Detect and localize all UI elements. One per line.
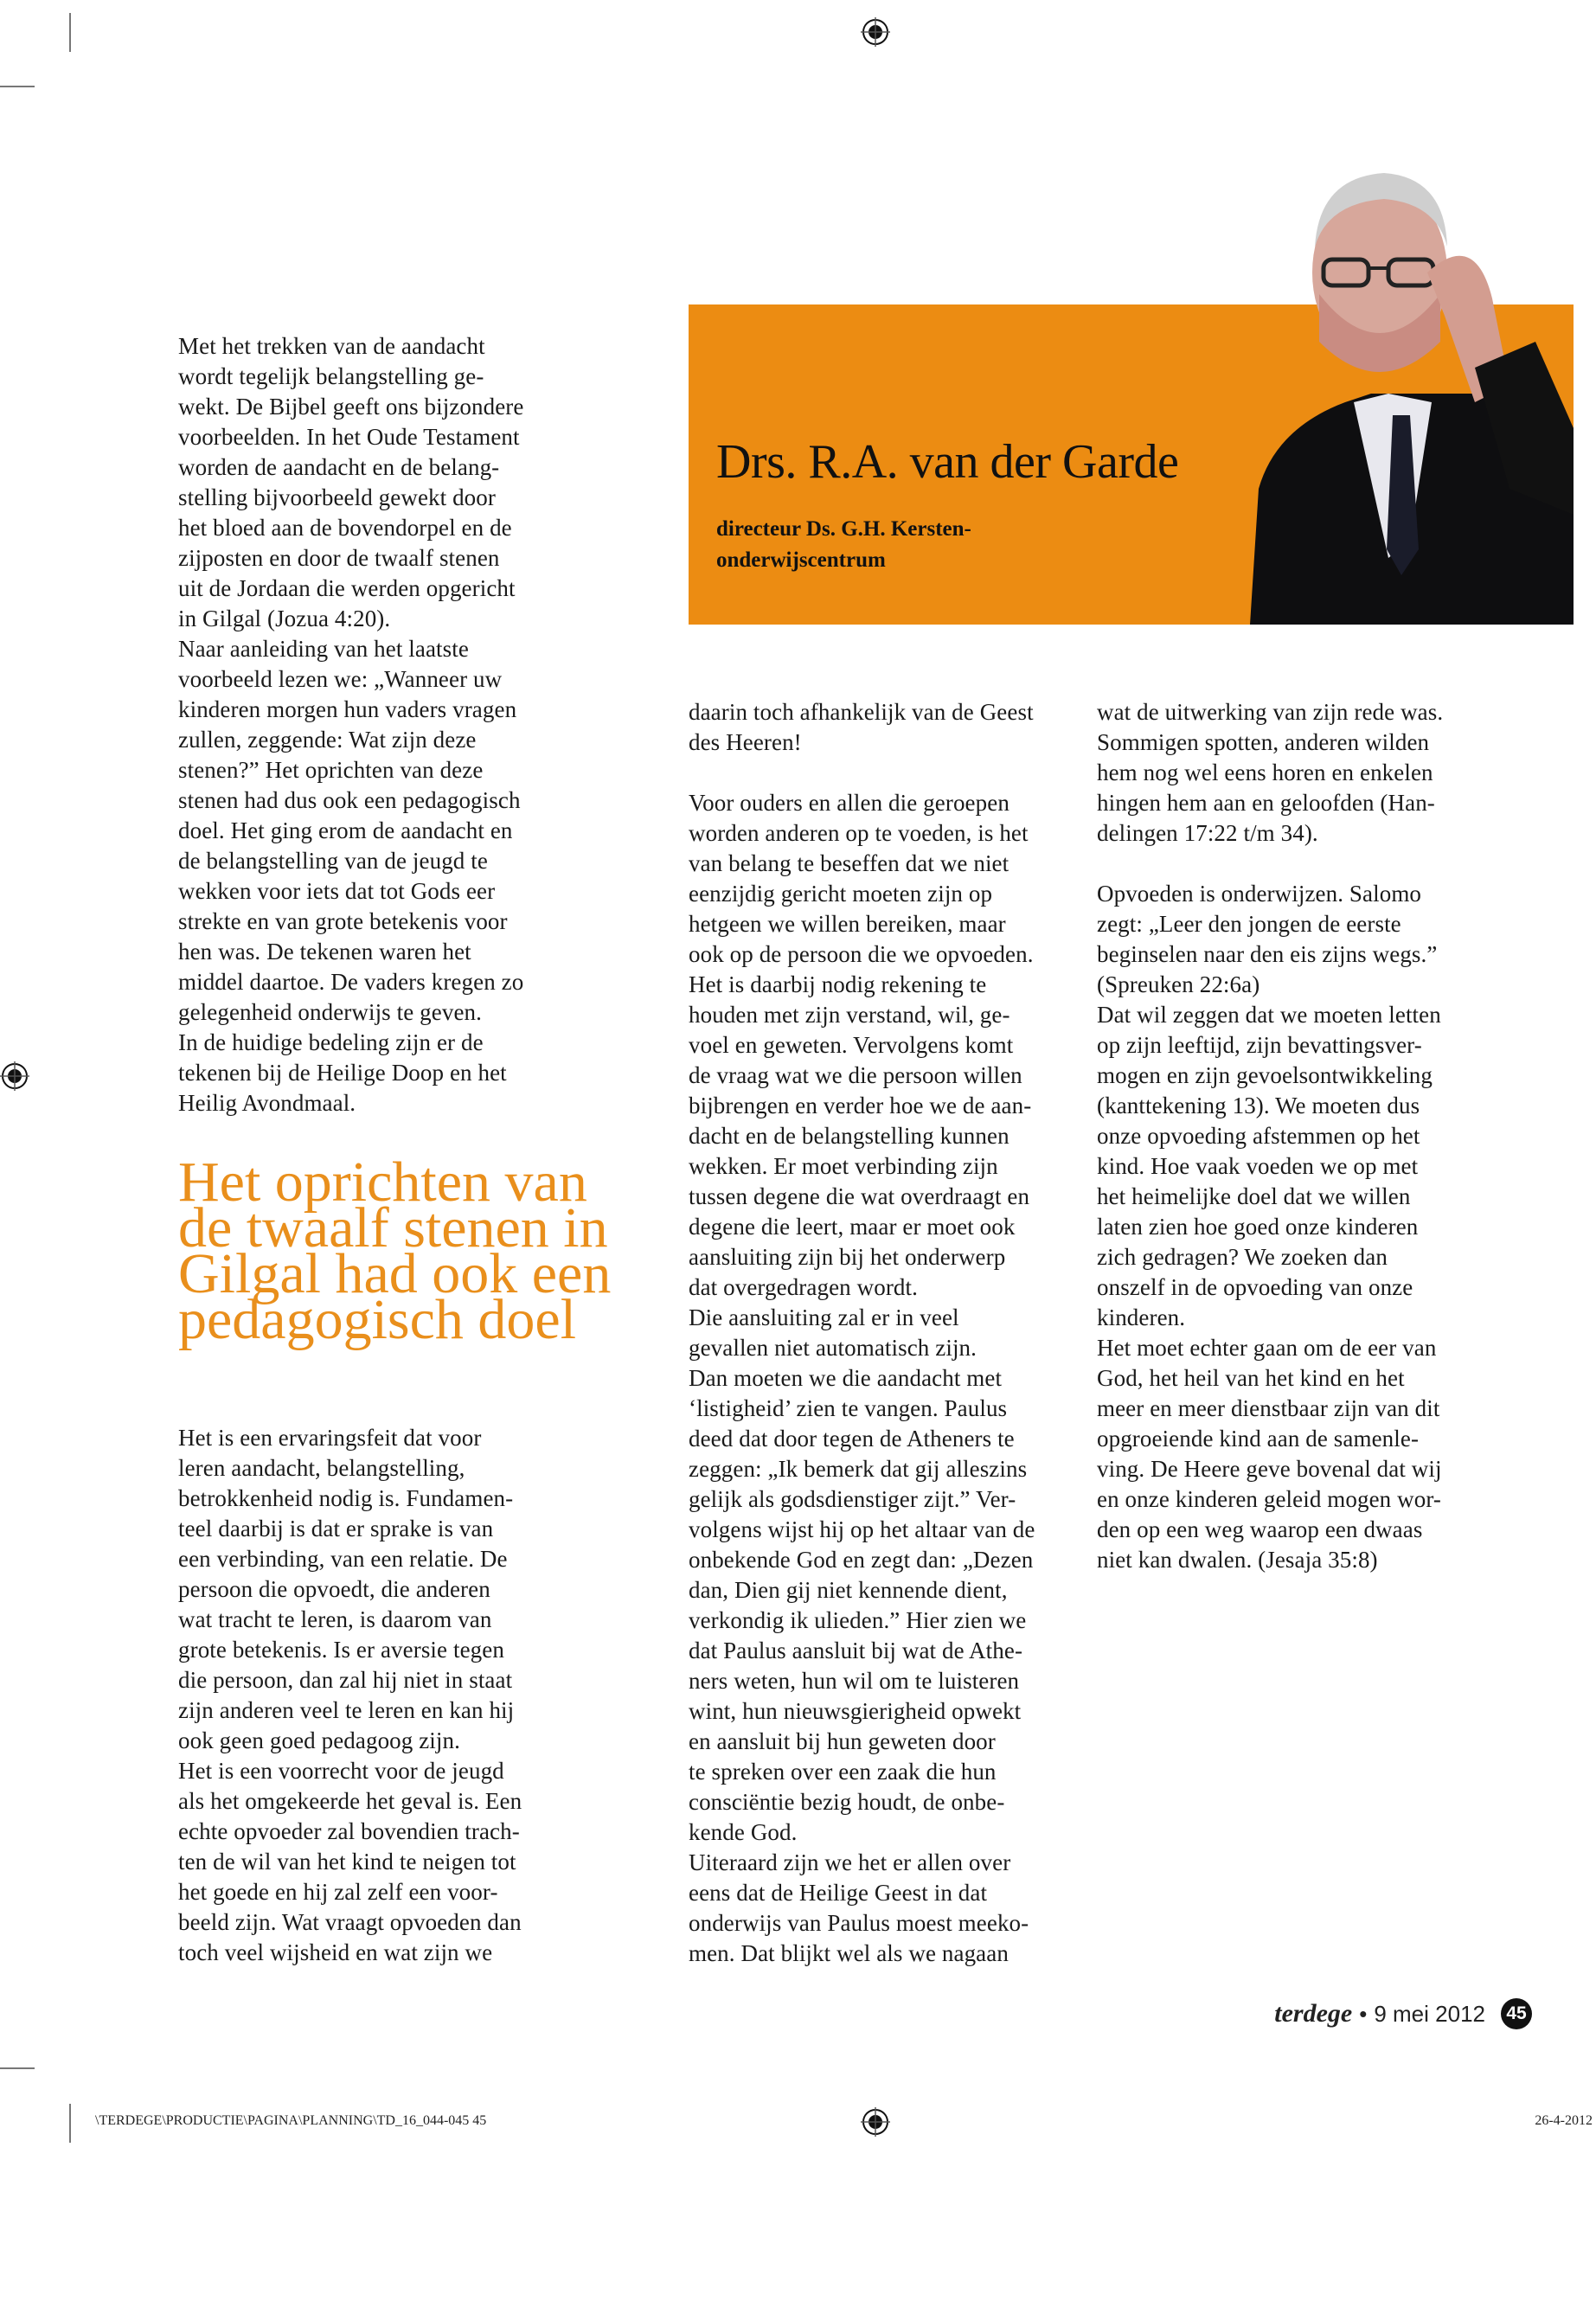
text-line: tussen degene die wat overdraagt en <box>689 1183 1030 1209</box>
text-line: wat de uitwerking van zijn rede was. <box>1097 699 1444 725</box>
magazine-logo: terdege <box>1274 1999 1353 2028</box>
text-line: en aansluit bij hun geweten door <box>689 1728 996 1754</box>
text-line: hem nog wel eens horen en enkelen <box>1097 760 1433 785</box>
text-line: gevallen niet automatisch zijn. <box>689 1335 977 1361</box>
text-line: onze opvoeding afstemmen op het <box>1097 1123 1420 1149</box>
text-line: Heilig Avondmaal. <box>178 1090 356 1116</box>
text-line: stelling bijvoorbeeld gewekt door <box>178 484 496 510</box>
text-line: mogen en zijn gevoelsontwikkeling <box>1097 1062 1433 1088</box>
text-line: toch veel wijsheid en wat zijn we <box>178 1939 493 1965</box>
text-line: Opvoeden is onderwijzen. Salomo <box>1097 881 1422 907</box>
text-line: wekt. De Bijbel geeft ons bijzondere <box>178 394 524 420</box>
text-line: als het omgekeerde het geval is. Een <box>178 1788 522 1814</box>
page-footer <box>1274 1998 1532 2029</box>
text-line: (Spreuken 22:6a) <box>1097 971 1260 997</box>
text-line: de vraag wat we die persoon willen <box>689 1062 1022 1088</box>
text-line: dacht en de belangstelling kunnen <box>689 1123 1010 1149</box>
print-slug-path: \TERDEGE\PRODUCTIE\PAGINA\PLANNING\TD_16_044-045 45 <box>95 2113 487 2128</box>
crop-mark <box>69 2104 71 2143</box>
text-line: men. Dat blijkt wel als we nagaan <box>689 1940 1009 1966</box>
registration-mark-icon <box>861 17 890 47</box>
issue-date: 9 mei 2012 <box>1374 2000 1485 2027</box>
text-line: Die aansluiting zal er in veel <box>689 1304 959 1330</box>
text-line: worden anderen op te voeden, is het <box>689 820 1029 846</box>
author-role-line: directeur Ds. G.H. Kersten- <box>716 517 971 541</box>
text-line: niet kan dwalen. (Jesaja 35:8) <box>1097 1547 1378 1573</box>
text-line: tekenen bij de Heilige Doop en het <box>178 1060 507 1086</box>
text-line: uit de Jordaan die werden opgericht <box>178 575 516 601</box>
text-line: wordt tegelijk belangstelling ge- <box>178 363 484 389</box>
text-line: Dan moeten we die aandacht met <box>689 1365 1003 1391</box>
text-line: volgens wijst hij op het altaar van de <box>689 1516 1035 1542</box>
text-line: zijn anderen veel te leren en kan hij <box>178 1697 515 1723</box>
text-line: onbekende God en zegt dan: „Dezen <box>689 1547 1034 1573</box>
text-line: eens dat de Heilige Geest in dat <box>689 1880 988 1906</box>
text-line: deed dat door tegen de Atheners te <box>689 1426 1015 1452</box>
text-line <box>1097 849 1477 879</box>
print-slug-date: 26-4-2012 <box>1535 2113 1593 2128</box>
author-role-line: onderwijscentrum <box>716 548 886 572</box>
text-line: hetgeen we willen bereiken, maar <box>689 911 1006 937</box>
article-column-1-top <box>178 331 559 1118</box>
text-line: laten zien hoe goed onze kinderen <box>1097 1214 1419 1240</box>
pull-quote-line: de twaalf stenen in <box>178 1196 608 1259</box>
text-line: ook geen goed pedagoog zijn. <box>178 1727 460 1753</box>
text-line: Het is een voorrecht voor de jeugd <box>178 1758 504 1784</box>
text-line: het heimelijke doel dat we willen <box>1097 1183 1411 1209</box>
text-line: meer en meer dienstbaar zijn van dit <box>1097 1395 1440 1421</box>
text-line: dat Paulus aansluit bij wat de Athe- <box>689 1638 1023 1663</box>
pull-quote <box>178 1150 663 1351</box>
text-line: zegt: „Leer den jongen de eerste <box>1097 911 1401 937</box>
text-line: voorbeelden. In het Oude Testament <box>178 424 520 450</box>
article-column-1-bottom <box>178 1423 559 1968</box>
text-line: gelijk als godsdienstiger zijt.” Ver- <box>689 1486 1016 1512</box>
text-line: eenzijdig gericht moeten zijn op <box>689 881 993 907</box>
text-line: delingen 17:22 t/m 34). <box>1097 820 1318 846</box>
text-line: aansluiting zijn bij het onderwerp <box>689 1244 1006 1270</box>
text-line: middel daartoe. De vaders kregen zo <box>178 969 524 995</box>
text-line: grote betekenis. Is er aversie tegen <box>178 1637 504 1663</box>
text-line: kinderen. <box>1097 1304 1186 1330</box>
text-line: beginselen naar den eis zijns wegs.” <box>1097 941 1438 967</box>
text-line: stenen?” Het oprichten van deze <box>178 757 484 783</box>
text-line: beeld zijn. Wat vraagt opvoeden dan <box>178 1909 522 1935</box>
text-line: daarin toch afhankelijk van de Geest <box>689 699 1034 725</box>
registration-mark-icon <box>0 1061 29 1091</box>
text-line: zich gedragen? We zoeken dan <box>1097 1244 1388 1270</box>
text-line: echte opvoeder zal bovendien trach- <box>178 1818 520 1844</box>
text-line: ten de wil van het kind te neigen tot <box>178 1849 516 1875</box>
text-line: Het is daarbij nodig rekening te <box>689 971 987 997</box>
text-line: kind. Hoe vaak voeden we op met <box>1097 1153 1419 1179</box>
text-line: Dat wil zeggen dat we moeten letten <box>1097 1002 1441 1028</box>
text-line: worden de aandacht en de belang- <box>178 454 500 480</box>
text-line: teel daarbij is dat er sprake is van <box>178 1516 494 1541</box>
text-line: van belang te beseffen dat we niet <box>689 850 1010 876</box>
text-line: (kanttekening 13). We moeten dus <box>1097 1093 1420 1118</box>
article-column-3 <box>1097 697 1477 1575</box>
text-line: op zijn leeftijd, zijn bevattingsver- <box>1097 1032 1422 1058</box>
text-line: onderwijs van Paulus moest meeko- <box>689 1910 1029 1936</box>
author-name: Drs. R.A. van der Garde <box>716 435 1179 489</box>
text-line: Het is een ervaringsfeit dat voor <box>178 1425 482 1451</box>
text-line: kende God. <box>689 1819 798 1845</box>
footer-separator: • <box>1359 2000 1368 2027</box>
text-line: des Heeren! <box>689 729 802 755</box>
text-line: die persoon, dan zal hij niet in staat <box>178 1667 513 1693</box>
text-line: zullen, zeggende: Wat zijn deze <box>178 727 477 753</box>
text-line: opgroeiende kind aan de samenle- <box>1097 1426 1420 1452</box>
text-line: houden met zijn verstand, wil, ge- <box>689 1002 1010 1028</box>
text-line: ook op de persoon die we opvoeden. <box>689 941 1034 967</box>
text-line: zeggen: „Ik bemerk dat gij alleszins <box>689 1456 1028 1482</box>
text-line: wekken. Er moet verbinding zijn <box>689 1153 998 1179</box>
registration-mark-icon <box>861 2107 890 2137</box>
text-line: te spreken over een zaak die hun <box>689 1759 997 1785</box>
text-line: God, het heil van het kind en het <box>1097 1365 1405 1391</box>
text-line: persoon die opvoedt, die anderen <box>178 1576 490 1602</box>
text-line: strekte en van grote betekenis voor <box>178 908 508 934</box>
article-column-2 <box>689 697 1069 1969</box>
crop-mark <box>0 86 35 87</box>
text-line: bijbrengen en verder hoe we de aan- <box>689 1093 1032 1118</box>
text-line: gelegenheid onderwijs te geven. <box>178 999 482 1025</box>
text-line: zijposten en door de twaalf stenen <box>178 545 500 571</box>
crop-mark <box>0 2067 35 2069</box>
pull-quote-line: Gilgal had ook een <box>178 1242 612 1305</box>
text-line: Voor ouders en allen die geroepen <box>689 790 1010 816</box>
text-line: hingen hem aan en geloofden (Han- <box>1097 790 1435 816</box>
text-line: de belangstelling van de jeugd te <box>178 848 488 874</box>
text-line: voorbeeld lezen we: „Wanneer uw <box>178 666 503 692</box>
author-portrait <box>1224 143 1574 625</box>
text-line: consciëntie bezig houdt, de onbe- <box>689 1789 1005 1815</box>
text-line: degene die leert, maar er moet ook <box>689 1214 1016 1240</box>
text-line: wat tracht te leren, is daarom van <box>178 1606 492 1632</box>
crop-mark <box>69 13 71 52</box>
text-line: in Gilgal (Jozua 4:20). <box>178 606 391 631</box>
text-line: ‘listigheid’ zien te vangen. Paulus <box>689 1395 1008 1421</box>
text-line: den op een weg waarop een dwaas <box>1097 1516 1423 1542</box>
text-line: Het moet echter gaan om de eer van <box>1097 1335 1437 1361</box>
text-line: onszelf in de opvoeding van onze <box>1097 1274 1413 1300</box>
text-line: ving. De Heere geve bovenal dat wij <box>1097 1456 1442 1482</box>
text-line: ners weten, hun wil om te luisteren <box>689 1668 1020 1694</box>
text-line: stenen had dus ook een pedagogisch <box>178 787 521 813</box>
text-line: leren aandacht, belangstelling, <box>178 1455 465 1481</box>
text-line <box>689 758 1069 788</box>
pull-quote-line: pedagogisch doel <box>178 1288 577 1351</box>
text-line: voel en geweten. Vervolgens komt <box>689 1032 1014 1058</box>
text-line: Uiteraard zijn we het er allen over <box>689 1849 1011 1875</box>
text-line: wekken voor iets dat tot Gods eer <box>178 878 496 904</box>
text-line: verkondig ik ulieden.” Hier zien we <box>689 1607 1027 1633</box>
text-line: en onze kinderen geleid mogen wor- <box>1097 1486 1441 1512</box>
text-line: wint, hun nieuwsgierigheid opwekt <box>689 1698 1022 1724</box>
text-line: betrokkenheid nodig is. Fundamen- <box>178 1485 514 1511</box>
text-line: een verbinding, van een relatie. De <box>178 1546 508 1572</box>
text-line: dan, Dien gij niet kennende dient, <box>689 1577 1008 1603</box>
pull-quote-line: Het oprichten van <box>178 1150 587 1214</box>
text-line: doel. Het ging erom de aandacht en <box>178 817 513 843</box>
page-number-badge: 45 <box>1501 1998 1532 2029</box>
text-line: Naar aanleiding van het laatste <box>178 636 469 662</box>
text-line: hen was. De tekenen waren het <box>178 939 471 965</box>
text-line: kinderen morgen hun vaders vragen <box>178 696 517 722</box>
text-line: Sommigen spotten, anderen wilden <box>1097 729 1430 755</box>
text-line: Met het trekken van de aandacht <box>178 333 485 359</box>
text-line: dat overgedragen wordt. <box>689 1274 918 1300</box>
text-line: het goede en hij zal zelf een voor- <box>178 1879 498 1905</box>
text-line: In de huidige bedeling zijn er de <box>178 1029 484 1055</box>
author-role <box>716 514 971 576</box>
text-line: het bloed aan de bovendorpel en de <box>178 515 512 541</box>
